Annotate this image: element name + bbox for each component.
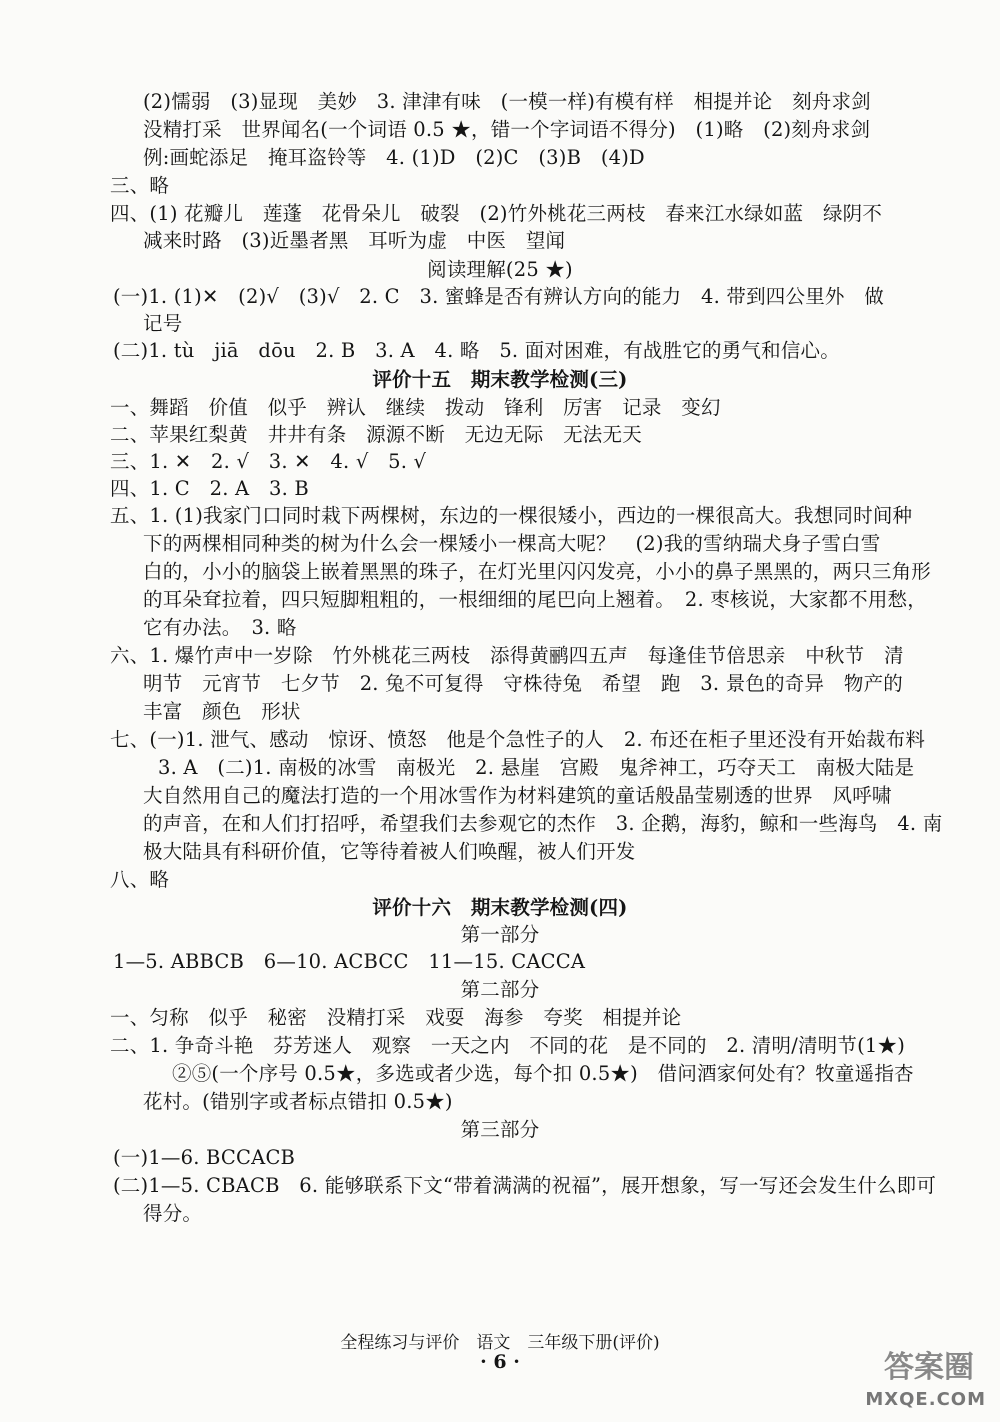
text-line: 一、舞蹈 价值 似乎 辨认 继续 拨动 锋利 厉害 记录 变幻 xyxy=(110,396,721,419)
text-line: (二)1. tù jiā dōu 2. B 3. A 4. 略 5. 面对困难，有战胜它的勇气和信心。 xyxy=(113,339,840,362)
text-line: 明节 元宵节 七夕节 2. 兔不可复得 守株待兔 希望 跑 3. 景色的奇异 物产的 xyxy=(143,672,904,695)
text-line: 没精打采 世界闻名(一个词语 0.5 ★，错一个字词语不得分) (1)略 (2)刻舟求剑 xyxy=(143,118,871,141)
text-line: 白的，小小的脑袋上嵌着黑黑的珠子，在灯光里闪闪发亮，小小的鼻子黑黑的，两只三角形 xyxy=(143,560,932,583)
text-line: 它有办法。 3. 略 xyxy=(143,616,297,639)
text-line: 极大陆具有科研价值，它等待着被人们唤醒，被人们开发 xyxy=(143,840,636,863)
section-title: 评价十六 期末教学检测(四) xyxy=(372,896,628,919)
text-line: (2)懦弱 (3)显现 美妙 3. 津津有味 (一模一样)有模有样 相提并论 刻舟求剑 xyxy=(143,90,871,113)
text-line: 得分。 xyxy=(143,1202,203,1225)
text-line: 六、1. 爆竹声中一岁除 竹外桃花三两枝 添得黄鹂四五声 每逢佳节倍思亲 中秋节 清 xyxy=(110,644,904,667)
text-line: 大自然用自己的魔法打造的一个用冰雪作为材料建筑的童话般晶莹剔透的世界 风呼啸 xyxy=(143,784,892,807)
text-line: (一)1—6. BCCACB xyxy=(113,1146,296,1169)
text-line: 1—5. ABBCB 6—10. ACBCC 11—15. CACCA xyxy=(113,950,586,973)
section-heading: 阅读理解(25 ★) xyxy=(427,258,573,281)
text-line: 减来时路 (3)近墨者黑 耳听为虚 中医 望闻 xyxy=(143,229,566,252)
text-line: 的耳朵耷拉着，四只短脚粗粗的，一根细细的尾巴向上翘着。 2. 枣核说，大家都不用愁， xyxy=(143,588,927,611)
text-line: 四、(1) 花瓣儿 莲蓬 花骨朵儿 破裂 (2)竹外桃花三两枝 春来江水绿如蓝 绿阴不 xyxy=(110,202,883,225)
text-line: 三、1. ✕ 2. √ 3. ✕ 4. √ 5. √ xyxy=(110,450,427,473)
text-line: 下的两棵相同种类的树为什么会一棵矮小一棵高大呢？ (2)我的雪纳瑞犬身子雪白雪 xyxy=(143,532,881,555)
text-line: 三、略 xyxy=(110,174,170,197)
text-line: 例:画蛇添足 掩耳盗铃等 4. (1)D (2)C (3)B (4)D xyxy=(143,146,645,169)
text-line: 八、略 xyxy=(110,868,170,891)
text-line: 五、1. (1)我家门口同时栽下两棵树，东边的一棵很矮小，西边的一棵很高大。我想同时间种 xyxy=(110,504,913,527)
part-heading: 第一部分 xyxy=(460,923,540,946)
part-heading: 第三部分 xyxy=(460,1118,540,1141)
text-line: (一)1. (1)✕ (2)√ (3)√ 2. C 3. 蜜蜂是否有辨认方向的能力 4. 带到四公里外 做 xyxy=(113,285,885,308)
text-line: 的声音，在和人们打招呼，希望我们去参观它的杰作 3. 企鹅，海豹，鲸和一些海鸟 4. 南 xyxy=(143,812,943,835)
page-number: · 6 · xyxy=(480,1351,520,1373)
text-line: ②⑤(一个序号 0.5★，多选或者少选，每个扣 0.5★) 借问酒家何处有？牧童遥指杏 xyxy=(172,1062,914,1085)
text-line: 二、苹果红梨黄 井井有条 源源不断 无边无际 无法无天 xyxy=(110,423,642,446)
text-line: 记号 xyxy=(143,312,183,335)
watermark-text: MXQE.COM xyxy=(865,1389,986,1410)
text-line: 二、1. 争奇斗艳 芬芳迷人 观察 一天之内 不同的花 是不同的 2. 清明/清明节(1★) xyxy=(110,1034,905,1057)
text-line: 3. A (二)1. 南极的冰雪 南极光 2. 悬崖 宫殿 鬼斧神工，巧夺天工 南极大陆是 xyxy=(158,756,915,779)
page-footer: 全程练习与评价 语文 三年级下册(评价) xyxy=(340,1333,660,1353)
text-line: 一、匀称 似乎 秘密 没精打采 戏耍 海参 夸奖 相提并论 xyxy=(110,1006,682,1029)
text-line: 四、1. C 2. A 3. B xyxy=(110,477,309,500)
text-line: 七、(一)1. 泄气、感动 惊讶、愤怒 他是个急性子的人 2. 布还在柜子里还没有开始裁布料 xyxy=(110,728,926,751)
watermark-logo: 答案圈 xyxy=(884,1350,974,1385)
section-title: 评价十五 期末教学检测(三) xyxy=(372,368,628,391)
part-heading: 第二部分 xyxy=(460,978,540,1001)
text-line: (二)1—5. CBACB 6. 能够联系下文“带着满满的祝福”，展开想象，写一写还会发生什么即可 xyxy=(113,1174,937,1197)
text-line: 花村。(错别字或者标点错扣 0.5★) xyxy=(143,1090,453,1113)
text-line: 丰富 颜色 形状 xyxy=(143,700,301,723)
